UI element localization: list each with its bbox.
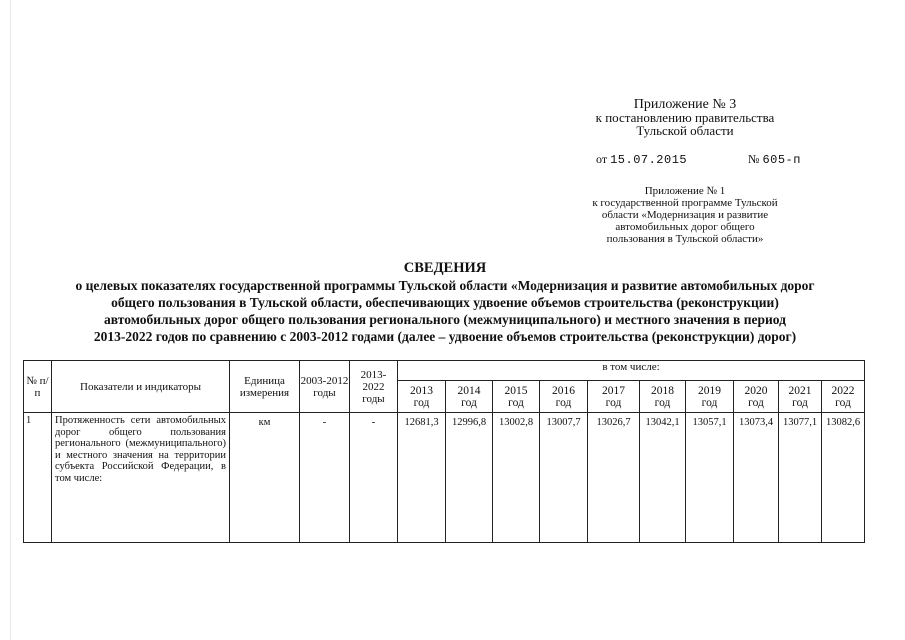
header-including: в том числе: <box>398 361 865 381</box>
header-year-2016: 2016 год <box>540 381 588 413</box>
scan-edge-line <box>10 0 11 640</box>
header-year-2015: 2015 год <box>493 381 540 413</box>
appendix-3-header <box>560 98 810 137</box>
row-value-2015: 13002,8 <box>493 413 540 543</box>
order-prefix: от <box>596 152 608 166</box>
order-number: 605-п <box>762 153 801 167</box>
row-unit: км <box>230 413 300 543</box>
title-line3: автомобильных дорог общего пользования регионального (межмуниципального) и местного значения в период <box>104 312 786 327</box>
header-year-2019: 2019 год <box>686 381 734 413</box>
row-2013-2022: - <box>350 413 398 543</box>
appendix-1-title: Приложение № 1 <box>644 185 726 197</box>
appendix-3-line2: к постановлению правительства <box>595 110 775 125</box>
appendix-1-line3: области «Модернизация и развитие <box>601 209 769 221</box>
row-value-2022: 13082,6 <box>822 413 865 543</box>
row-value-2013: 12681,3 <box>398 413 446 543</box>
appendix-1-line2: к государственной программе Тульской <box>592 197 778 209</box>
row-value-2017: 13026,7 <box>588 413 640 543</box>
document-title <box>20 260 870 345</box>
header-2003-2012: 2003-2012 годы <box>300 361 350 413</box>
order-number-label: № <box>748 152 760 166</box>
row-indicator: Протяженность сети автомобильных дорог общего пользования регионального (межмуниципального) и местного значения на территории субъекта Российской Федерации, в том числе: <box>52 413 230 543</box>
row-value-2019: 13057,1 <box>686 413 734 543</box>
header-year-2021: 2021 год <box>779 381 822 413</box>
header-year-2022: 2022 год <box>822 381 865 413</box>
row-value-2016: 13007,7 <box>540 413 588 543</box>
header-indicator: Показатели и индикаторы <box>52 361 230 413</box>
appendix-1-line4: автомобильных дорог общего <box>615 221 755 233</box>
header-year-2017: 2017 год <box>588 381 640 413</box>
header-2013-2022: 2013-2022 годы <box>350 361 398 413</box>
header-year-2014: 2014 год <box>446 381 493 413</box>
appendix-3-line3: Тульской области <box>636 123 734 138</box>
appendix-1-line5: пользования в Тульской области» <box>606 233 764 245</box>
row-value-2018: 13042,1 <box>640 413 686 543</box>
row-value-2020: 13073,4 <box>734 413 779 543</box>
title-line4: 2013-2022 годов по сравнению с 2003-2012 годами (далее – удвоение объемов строительства (реконструкции) дорог) <box>93 329 797 344</box>
row-2003-2012: - <box>300 413 350 543</box>
table-row <box>24 413 865 543</box>
header-year-2013: 2013 год <box>398 381 446 413</box>
row-value-2021: 13077,1 <box>779 413 822 543</box>
order-date: 15.07.2015 <box>610 153 688 167</box>
title-line2: общего пользования в Тульской области, обеспечивающих удвоение объемов строительства (реконструкции) <box>111 295 779 310</box>
order-date-number <box>596 152 801 167</box>
title-main: СВЕДЕНИЯ <box>403 260 487 276</box>
header-num: № п/п <box>24 361 52 413</box>
order-number-block <box>748 152 801 167</box>
header-year-2018: 2018 год <box>640 381 686 413</box>
appendix-3-title: Приложение № 3 <box>633 97 737 112</box>
title-line1: о целевых показателях государственной программы Тульской области «Модернизация и развитие автомобильных дорог <box>75 278 815 293</box>
indicators-table <box>23 360 865 543</box>
header-unit: Единица измерения <box>230 361 300 413</box>
row-num: 1 <box>24 413 52 543</box>
row-value-2014: 12996,8 <box>446 413 493 543</box>
appendix-1-header <box>560 185 810 245</box>
header-year-2020: 2020 год <box>734 381 779 413</box>
